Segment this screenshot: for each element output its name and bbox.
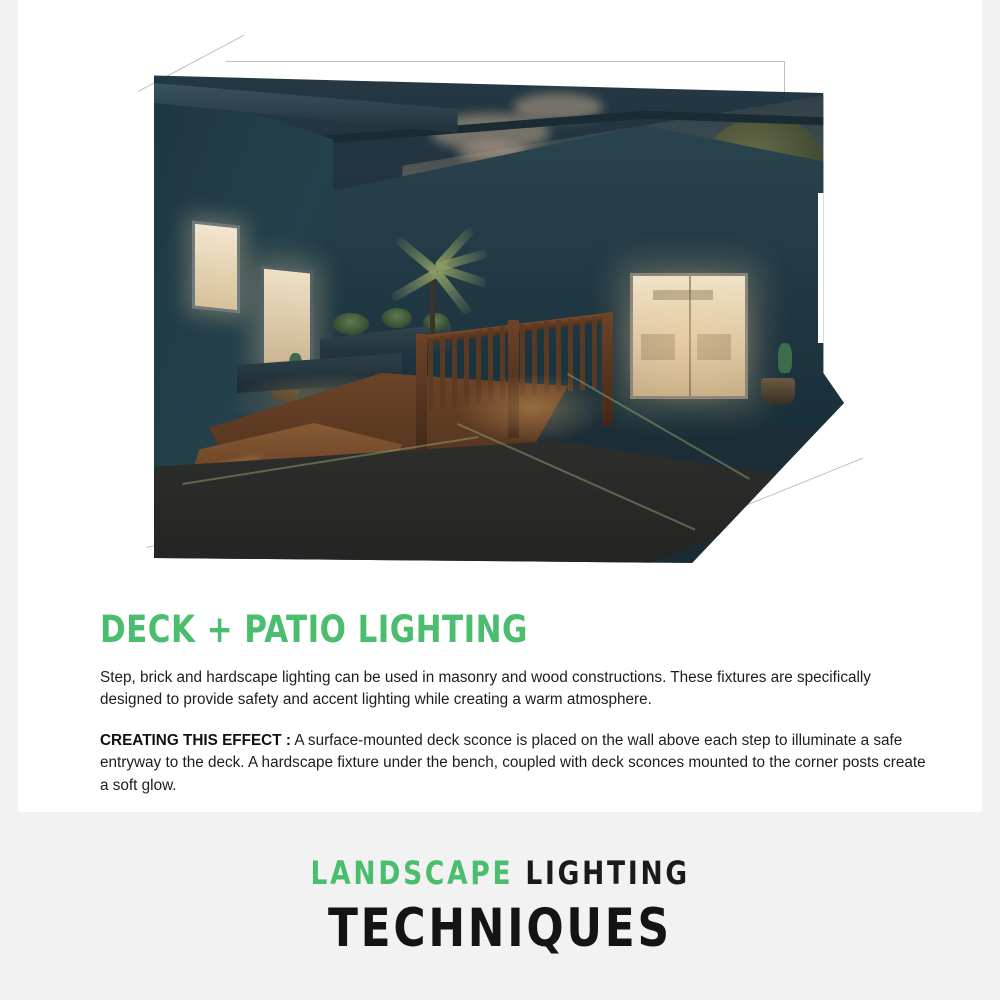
railing-baluster (500, 326, 505, 400)
footer-title-line1 (310, 854, 689, 892)
railing-baluster (556, 320, 561, 392)
footer-title-line2: TECHNIQUES (328, 897, 672, 959)
door-pane (697, 334, 731, 360)
page-title: DECK + PATIO LIGHTING (100, 608, 528, 651)
railing-baluster (520, 324, 525, 396)
cactus (778, 343, 792, 373)
shrub (382, 308, 412, 328)
night-scene (154, 63, 844, 563)
composition-wedge-right (818, 193, 844, 343)
railing-corner-post (508, 320, 519, 438)
railing-baluster (532, 323, 537, 395)
render-frame (154, 63, 844, 563)
railing-baluster (592, 317, 597, 389)
railing-baluster (488, 328, 493, 402)
content-card (18, 0, 982, 812)
guide-line-top (226, 61, 784, 62)
planter-pot (761, 378, 795, 404)
footer-word-lighting: LIGHTING (525, 853, 690, 892)
railing-baluster (580, 318, 585, 390)
effect-text: A surface-mounted deck sconce is placed on the wall above each step to illuminate a safe entryway to the deck. A hardscape fixture under the bench, coupled with deck sconces mounted to the corner posts create a soft glow. (100, 731, 926, 794)
effect-label: CREATING THIS EFFECT : (100, 731, 291, 749)
railing-baluster (428, 338, 433, 412)
footer (0, 812, 1000, 1000)
illustration-container (136, 55, 886, 575)
railing-baluster (476, 330, 481, 404)
footer-word-landscape: LANDSCAPE (310, 853, 514, 892)
description-paragraph: Step, brick and hardscape lighting can be used in masonry and wood constructions. These fixtures are specifically designed to provide safety and accent lighting while creating a warm atmosphere. (100, 669, 871, 709)
side-door (261, 265, 313, 372)
railing-baluster (544, 321, 549, 393)
window (192, 220, 240, 313)
railing-baluster (568, 319, 573, 391)
effect-paragraph (100, 730, 928, 797)
french-doors (630, 273, 748, 399)
railing-baluster (464, 332, 469, 406)
railing-baluster (440, 336, 445, 410)
door-pane (653, 290, 713, 300)
door-pane (641, 334, 675, 360)
railing-corner-post (416, 334, 427, 454)
railing-baluster (452, 334, 457, 408)
railing-corner-post (602, 314, 613, 426)
text-block (100, 608, 928, 797)
